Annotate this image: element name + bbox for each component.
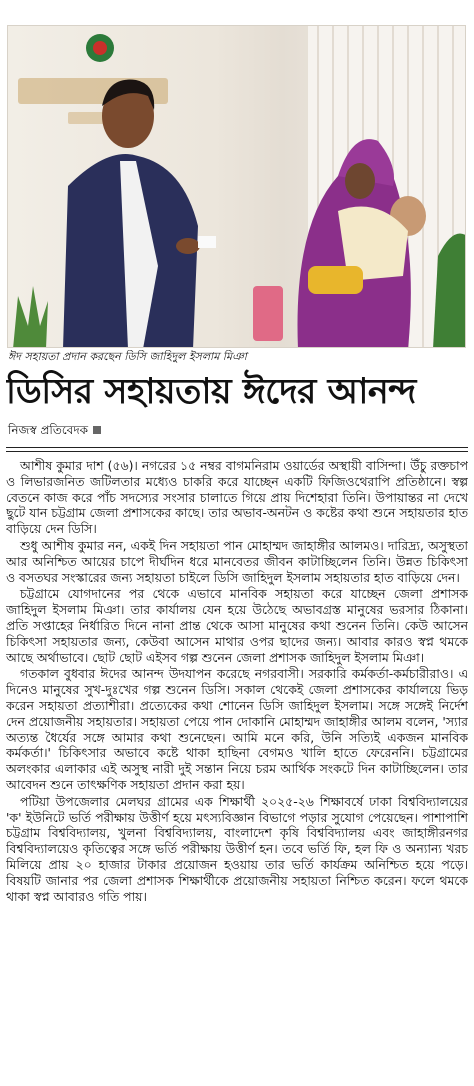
article-body [6,458,468,1082]
photo-caption: ঈদ সহায়তা প্রদান করছেন ডিসি জাহিদুল ইসলাম মিঞা [8,350,247,363]
article-paragraph: শুধু আশীষ কুমার নন, একই দিন সহায়তা পান মোহাম্মদ জাহাঙ্গীর আলমও। দারিদ্র্য, অসুস্থতা আর অনিশ্চিত আয়ের চাপে দীর্ঘদিন ধরে মানবেতর জীবন কাটাচ্ছিলেন তিনি। উন্নত চিকিৎসা ও বসতঘর সংস্কারের জন্য সহায়তা চাইলে ডিসি জাহিদুল ইসলাম সহায়তার হাত বাড়িয়ে দেন। [6,537,468,585]
photo-dc-giving-aid-icon [8,26,466,348]
divider-line [6,451,468,452]
article-paragraph: আশীষ কুমার দাশ (৫৬)। নগরের ১৫ নম্বর বাগমনিরাম ওয়ার্ডের অস্থায়ী বাসিন্দা। উঁচু রক্তচাপ ও লিভারজনিত জটিলতার মধ্যেও চাকরি করে যাচ্ছেন একটি ফিজিওথেরাপি প্রতিষ্ঠানে। স্বল্প বেতনে কাজ করে পাঁচ সদস্যের সংসার চালাতে গিয়ে প্রায় দিশেহারা তিনি। উপায়ান্তর না দেখে ছুটে যান চট্টগ্রাম জেলা প্রশাসকের কাছে। তার অভাব-অনটন ও কষ্টের কথা শুনে সহায়তার হাত বাড়িয়ে দেন ডিসি। [6,458,468,537]
article-paragraph: পটিয়া উপজেলার মেলঘর গ্রামের এক শিক্ষার্থী ২০২৫-২৬ শিক্ষাবর্ষে ঢাকা বিশ্ববিদ্যালয়ের 'ক' ইউনিটে ভর্তি পরীক্ষায় উত্তীর্ণ হয়ে মৎস্যবিজ্ঞান বিভাগে পড়ার সুযোগ পেয়েছেন। পাশাপাশি চট্টগ্রাম বিশ্ববিদ্যালয়, খুলনা বিশ্ববিদ্যালয়, বাংলাদেশ কৃষি বিশ্ববিদ্যালয় এবং জাহাঙ্গীরনগর বিশ্ববিদ্যালয়েও কৃতিত্বের সঙ্গে ভর্তি পরীক্ষায় উত্তীর্ণ হন। তবে ভর্তি ফি, হল ফি ও অন্যান্য খরচ মিলিয়ে প্রায় ২০ হাজার টাকার প্রয়োজন হওয়ায় তার ভর্তি কার্যক্রম অনিশ্চিত হয়ে পড়ে। বিষয়টি জানার পর জেলা প্রশাসক শিক্ষার্থীকে প্রয়োজনীয় সহায়তা নিশ্চিত করেন। ফলে থমকে থাকা স্বপ্ন আবারও গতি পায়। [6,793,468,904]
byline-text: নিজস্ব প্রতিবেদক [8,423,89,437]
byline [8,421,101,439]
article-paragraph: গতকাল বুধবার ঈদের আনন্দ উদযাপন করেছে নগরবাসী। সরকারি কর্মকর্তা-কর্মচারীরাও। এ দিনেও মানুষের সুখ-দুঃখের গল্প শুনেন ডিসি। সকাল থেকেই জেলা প্রশাসকের কার্যালয়ে ভিড় করেন সহায়তা প্রত্যাশীরা। প্রত্যেকের কথা শোনেন ডিসি জাহিদুল ইসলাম। সঙ্গে সঙ্গেই নির্দেশ দেন প্রয়োজনীয় সহায়তার। সহায়তা পেয়ে পান দোকানি মোহাম্মদ জাহাঙ্গীর আলম বলেন, 'স্যার অত্যন্ত ধৈর্যের সঙ্গে আমার কথা শুনেছেন। আমি মনে করি, উনি সত্যিই একজন মানবিক কর্মকর্তা।' চিকিৎসার অভাবে কষ্টে থাকা হাছিনা বেগমও খালি হাতে ফেরেননি। চট্টগ্রামের অলংকার এলাকার এই অসুস্থ নারী দুই সন্তান নিয়ে চরম আর্থিক সংকটে দিন কাটাচ্ছিলেন। তার আবেদন শুনে তাৎক্ষণিক সহায়তা প্রদান করা হয়। [6,666,468,792]
divider-line [6,447,468,448]
news-photo [7,25,466,348]
square-bullet-icon [93,426,101,434]
article-paragraph: চট্টগ্রামে যোগদানের পর থেকে এভাবে মানবিক সহায়তা করে যাচ্ছেন জেলা প্রশাসক জাহিদুল ইসলাম মিঞা। তার কার্যালয় যেন হয়ে উঠেছে অভাবগ্রস্ত মানুষের ভরসার ঠিকানা। প্রতি সপ্তাহের নির্ধারিত দিনে নানা প্রান্ত থেকে আসা মানুষের কথা শুনেন তিনি। কেউ আসেন চিকিৎসা সহায়তার জন্য, কেউবা আসেন মাথার ওপর ছাদের জন্য। আবার কারও স্বপ্ন থমকে আছে অর্থাভাবে। ছোট ছোট এইসব গল্প শুনেন জেলা প্রশাসক জাহিদুল ইসলাম মিঞা। [6,586,468,665]
article-headline: ডিসির সহায়তায় ঈদের আনন্দ [6,372,416,412]
